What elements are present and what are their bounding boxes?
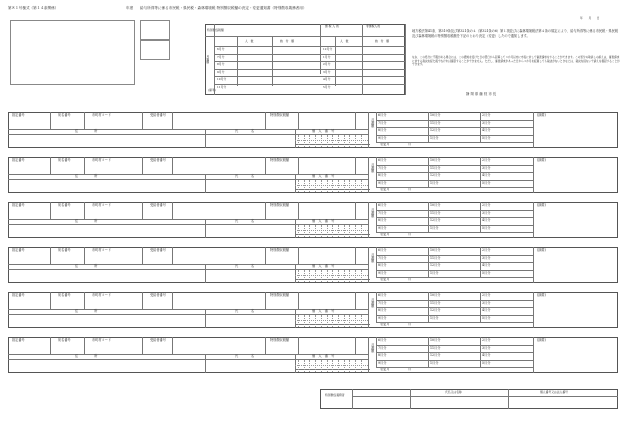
month-label: 6月分 [378,293,387,297]
month-label: 9月分 [378,315,387,320]
month-label: 11月分 [430,255,441,260]
recipient-no-label: 受給者番号 [150,203,166,207]
addressee-box [10,20,135,85]
month-label: 8月分 [378,308,387,312]
month-label: 2月分 [482,293,491,297]
title-prefix: 年度 [126,6,134,10]
summary-month-right: 2月分 [323,62,331,67]
change-month-label: 変更月 [380,367,390,371]
special-collection-label: 特別徴収税額 [270,293,290,297]
addressee-no-label: 宛名番号 [58,293,71,297]
special-collection-label: 特別徴収税額 [270,248,290,252]
page-title: 給与所得等に係る市民税・県民税・森林環境税 特別徴収税額の決定・変更通知書（特別徴収義務者用） [140,6,307,10]
address-label: 住 所 [75,219,98,223]
summary-month-left: 11月分 [217,85,227,89]
month-label: 6月分 [378,113,387,117]
month-label: 3月分 [482,255,491,260]
monthly-label: 月割額 [370,253,375,263]
month-label: 7月分 [378,120,387,125]
col-amount-left: 納 付 額 [280,39,294,43]
month-label: 2月分 [482,113,491,117]
summary-footer: (備考) [208,88,216,92]
remarks-label: (摘要) [537,158,546,162]
month-label: 4月分 [482,353,491,357]
monthly-label: 月割額 [370,343,375,353]
monthly-label: 月割額 [370,298,375,308]
month-label: 9月分 [378,225,387,230]
month-label: 7月分 [378,345,387,350]
month-label: 9月分 [378,270,387,275]
month-label: 10月分 [430,248,441,252]
personal-no-label: 個 人 番 号 [312,219,335,223]
monthly-label: 月割額 [370,163,375,173]
month-label: 12月分 [430,218,441,222]
month-label: 11月分 [430,210,441,215]
month-label: 12月分 [430,173,441,177]
summary-month-left: 9月分 [217,69,225,74]
addressee-no-label: 宛名番号 [58,248,71,252]
footer-name-col: 氏名又は名称 [445,390,462,394]
change-month-suffix: 月 [408,322,412,326]
spec-no-label: 指定番号 [12,113,25,117]
spec-no-label: 指定番号 [12,248,25,252]
addressee-no-label: 宛名番号 [58,338,71,342]
month-label: 3月分 [482,345,491,350]
summary-monthly-label: 特別徴収税額 [207,28,224,32]
month-label: 10月分 [430,158,441,162]
month-label: 8月分 [378,128,387,132]
month-label: 9月分 [378,180,387,185]
month-label: 4月分 [482,128,491,132]
municipality-code-label: 市町村コード [92,248,112,252]
special-collection-label: 特別徴収税額 [270,158,290,162]
month-label: 12月分 [430,128,441,132]
summary-month-right: 3月分 [323,69,331,74]
personal-no-label: 個 人 番 号 [312,264,335,268]
month-label: 6月分 [378,158,387,162]
month-label: 4月分 [482,173,491,177]
month-label: 5月分 [482,225,491,230]
municipality-code-label: 市町村コード [92,113,112,117]
month-label: 1月分 [430,315,439,320]
stamp-box [140,20,170,40]
month-label: 5月分 [482,135,491,140]
municipality-code-label: 市町村コード [92,338,112,342]
month-label: 1月分 [430,270,439,275]
spec-no-label: 指定番号 [12,203,25,207]
month-label: 7月分 [378,300,387,305]
personal-no-label: 個 人 番 号 [312,309,335,313]
month-label: 6月分 [378,203,387,207]
change-month-label: 変更月 [380,142,390,146]
summary-month-left: 8月分 [217,62,225,67]
month-label: 10月分 [430,203,441,207]
month-label: 5月分 [482,270,491,275]
month-label: 6月分 [378,248,387,252]
change-month-label: 変更月 [380,232,390,236]
month-label: 2月分 [482,338,491,342]
month-label: 10月分 [430,113,441,117]
month-label: 12月分 [430,263,441,267]
notice-body: 地方税法第41条、第319条及び第321条の４（第321条の6）第１項並びに森林環境税法第４条の規定により、給与所得等に係る市民税・県民税及び森林環境税の特別徴収税額を下記のとおり決定（変更）したので通知します。 [412,29,619,38]
month-label: 2月分 [482,203,491,207]
col-people-left: 人 数 [245,39,254,43]
month-label: 1月分 [430,360,439,365]
month-label: 2月分 [482,248,491,252]
month-label: 3月分 [482,300,491,305]
month-label: 5月分 [482,315,491,320]
name-label: 氏 名 [235,264,255,268]
name-label: 氏 名 [235,309,255,313]
addressee-no-label: 宛名番号 [58,203,71,207]
month-label: 11月分 [430,345,441,350]
personal-no-label: 個 人 番 号 [312,174,335,178]
special-collection-label: 特別徴収税額 [270,203,290,207]
municipality-code-label: 市町村コード [92,158,112,162]
month-label: 3月分 [482,165,491,170]
month-label: 4月分 [482,308,491,312]
month-label: 8月分 [378,353,387,357]
col-people-right: 人 数 [340,39,349,43]
monthly-label: 月割額 [370,118,375,128]
month-label: 8月分 [378,218,387,222]
month-label: 1月分 [430,135,439,140]
month-label: 5月分 [482,360,491,365]
personal-no-label: 個 人 番 号 [312,354,335,358]
address-label: 住 所 [75,129,98,133]
right-header-taxable: 課 税 人 員 [325,24,339,28]
side-label: 月割額 [205,55,210,64]
name-label: 氏 名 [235,174,255,178]
addressee-no-label: 宛名番号 [58,158,71,162]
month-label: 7月分 [378,255,387,260]
spec-no-label: 指定番号 [12,158,25,162]
month-label: 3月分 [482,120,491,125]
name-label: 氏 名 [235,219,255,223]
recipient-no-label: 受給者番号 [150,113,166,117]
change-month-suffix: 月 [408,142,412,146]
monthly-label: 月割額 [370,208,375,218]
month-label: 4月分 [482,263,491,267]
address-label: 住 所 [75,264,98,268]
month-label: 6月分 [378,338,387,342]
footer-no-col: 個人番号又は法人番号 [540,390,568,394]
stamp-box-2 [140,40,170,60]
summary-month-left: 6月分 [217,47,225,51]
notice-note: なお、この処分に不服がある場合には、この通知を受けた日の翌日から起算して３か月以内に市長に対して審査請求をすることができます。この処分の取消しの訴えは、審査請求に対する裁決を経た後でなければ提起することができません。ただし、審査請求があった日から３か月を経過しても裁決がないときなどは、裁決を経ないで訴えを提起することができます。 [412,56,620,67]
month-label: 7月分 [378,165,387,170]
summary-month-right: 5月分 [323,85,331,89]
recipient-no-label: 受給者番号 [150,338,166,342]
municipality-code-label: 市町村コード [92,203,112,207]
name-label: 氏 名 [235,354,255,358]
col-amount-right: 納 付 額 [375,39,389,43]
special-collection-label: 特別徴収税額 [270,338,290,342]
month-label: 11月分 [430,300,441,305]
month-label: 9月分 [378,135,387,140]
address-label: 住 所 [75,174,98,178]
month-label: 8月分 [378,263,387,267]
summary-month-right: 4月分 [323,77,331,82]
month-label: 2月分 [482,158,491,162]
month-label: 12月分 [430,353,441,357]
personal-no-label: 個 人 番 号 [312,129,335,133]
month-label: 1月分 [430,180,439,185]
change-month-label: 変更月 [380,277,390,281]
summary-month-left: 7月分 [217,54,225,59]
right-header-nontaxable: 非課税人員 [366,24,380,28]
month-label: 10月分 [430,338,441,342]
change-month-suffix: 月 [408,277,412,281]
spec-no-label: 指定番号 [12,293,25,297]
month-label: 5月分 [482,180,491,185]
recipient-no-label: 受給者番号 [150,293,166,297]
change-month-suffix: 月 [408,187,412,191]
month-label: 4月分 [482,218,491,222]
notice-date: 年 月 日 [580,16,600,20]
obligor-box [320,389,618,409]
recipient-no-label: 受給者番号 [150,158,166,162]
remarks-label: (摘要) [537,248,546,252]
address-label: 住 所 [75,309,98,313]
month-label: 1月分 [430,225,439,230]
month-label: 8月分 [378,173,387,177]
month-label: 7月分 [378,210,387,215]
form-number: 第８１号様式（第１４条関係） [8,6,59,10]
summary-month-right: 12月分 [323,47,333,51]
notice-issuer: 静 岡 県 藤 枝 市 長 [466,92,497,96]
remarks-label: (摘要) [537,113,546,117]
month-label: 9月分 [378,360,387,365]
month-label: 11月分 [430,120,441,125]
spec-no-label: 指定番号 [12,338,25,342]
recipient-no-label: 受給者番号 [150,248,166,252]
name-label: 氏 名 [235,129,255,133]
summary-month-right: 1月分 [323,54,331,59]
summary-month-left: 10月分 [217,77,227,82]
address-label: 住 所 [75,354,98,358]
change-month-suffix: 月 [408,367,412,371]
month-label: 12月分 [430,308,441,312]
remarks-label: (摘要) [537,338,546,342]
month-label: 11月分 [430,165,441,170]
change-month-label: 変更月 [380,322,390,326]
change-month-suffix: 月 [408,232,412,236]
change-month-label: 変更月 [380,187,390,191]
obligor-label: 特別徴収義務者 [325,393,345,397]
month-label: 10月分 [430,293,441,297]
remarks-label: (摘要) [537,203,546,207]
remarks-label: (摘要) [537,293,546,297]
month-label: 3月分 [482,210,491,215]
addressee-no-label: 宛名番号 [58,113,71,117]
special-collection-label: 特別徴収税額 [270,113,290,117]
municipality-code-label: 市町村コード [92,293,112,297]
